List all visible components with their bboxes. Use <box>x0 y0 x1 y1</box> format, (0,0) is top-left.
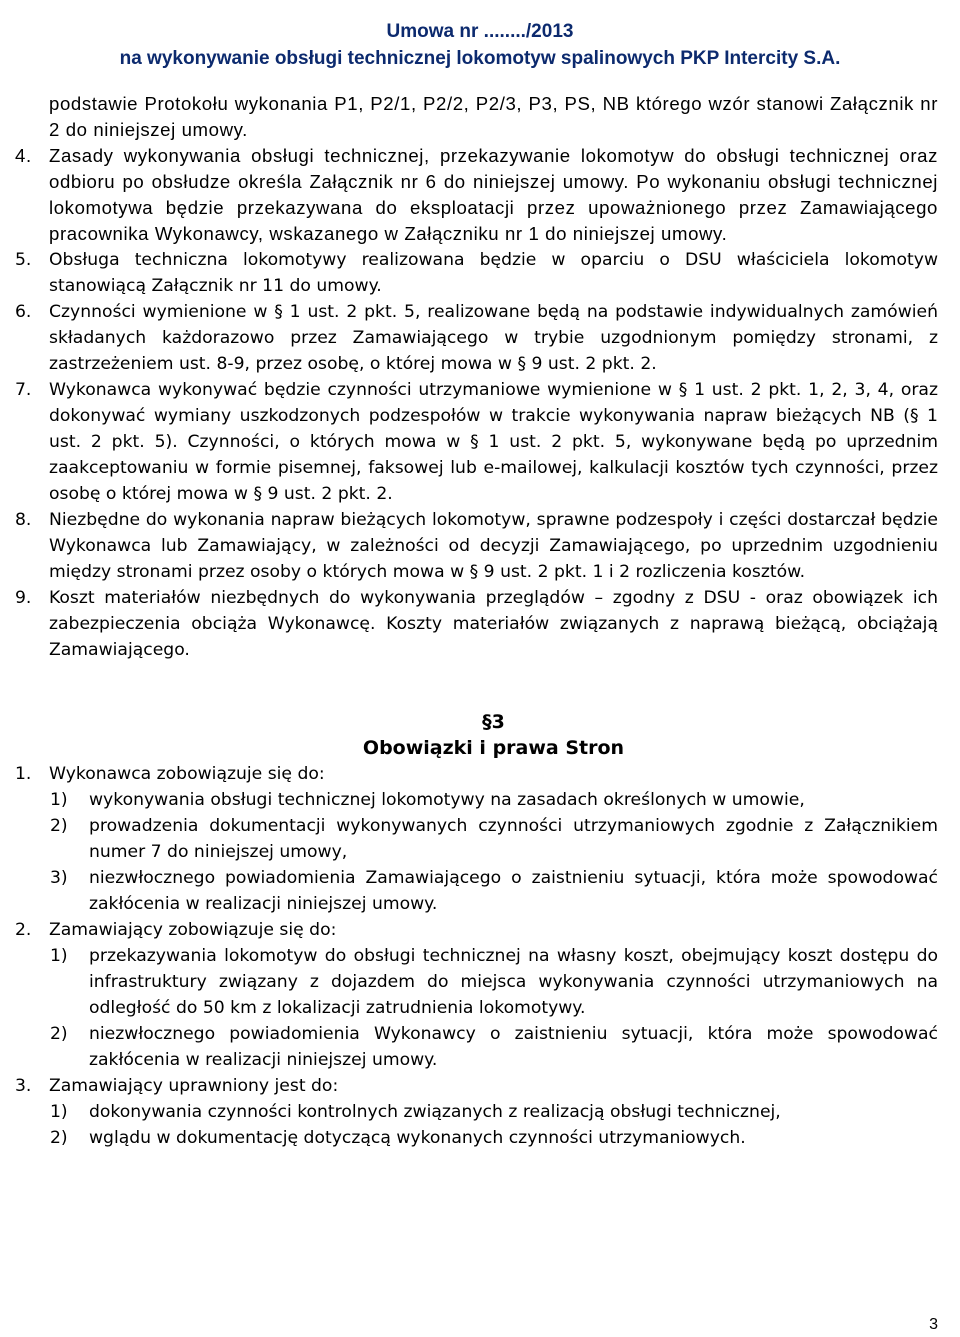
obligation-2 <box>15 917 938 943</box>
subitem-text: dokonywania czynności kontrolnych związanych z realizacją obsługi technicznej, <box>89 1102 781 1122</box>
subitem-number: 3) <box>50 868 68 888</box>
clause-text: Wykonawca wykonywać będzie czynności utrzymaniowe wymienione w § 1 ust. 2 pkt. 1, 2, 3, 4, oraz dokonywać wymiany uszkodzonych podzespołów w trakcie wykonywania napraw bieżących NB (§ 1 ust. 2 pkt. 5). Czynności, o których mowa w § 1 ust. 2 pkt. 5, wykonywane będą po uprzednim zaakceptowaniu w formie pisemnej, faksowej lub e-mailowej, kalkulacji kosztów tych czynności, przez osobę o której mowa w § 9 ust. 2 pkt. 2. <box>49 380 938 504</box>
subitem-number: 1) <box>50 790 68 810</box>
clause-number: 6. <box>15 302 32 322</box>
clause-8 <box>15 507 938 585</box>
clause-text: Obsługa techniczna lokomotywy realizowana będzie w oparciu o DSU właściciela lokomotyw stanowiącą Załącznik nr 11 do umowy. <box>49 250 938 296</box>
clause-7 <box>15 377 938 507</box>
subitem-text: niezwłocznego powiadomienia Wykonawcy o zaistnieniu sytuacji, która może spowodować zakłócenia w realizacji niniejszej umowy. <box>89 1024 938 1070</box>
clause-number: 4. <box>15 145 32 166</box>
clause-9 <box>15 585 938 663</box>
document-header <box>0 18 960 72</box>
subitem-text: prowadzenia dokumentacji wykonywanych czynności utrzymaniowych zgodnie z Załącznikiem numer 7 do niniejszej umowy, <box>89 816 938 862</box>
clause-number: 8. <box>15 510 32 530</box>
obligation-number: 1. <box>15 764 32 784</box>
intro-paragraph: podstawie Protokołu wykonania P1, P2/1, P2/2, P2/3, P3, PS, NB którego wzór stanowi Załącznik nr 2 do niniejszej umowy. <box>49 93 938 140</box>
subitem <box>50 1099 938 1125</box>
subitem <box>50 1021 938 1073</box>
clause-text: Koszt materiałów niezbędnych do wykonywania przeglądów – zgodny z DSU - oraz obowiązek ich zabezpieczenia obciąża Wykonawcę. Koszty materiałów związanych z naprawą bieżącą, obciążają Zamawiającego. <box>49 588 938 660</box>
clause-text: Czynności wymienione w § 1 ust. 2 pkt. 5, realizowane będą na podstawie indywidualnych zamówień składanych każdorazowo przez Zamawiającego w trybie uzgodnionym pomiędzy stronami, z zastrzeżeniem ust. 8-9, przez osobę, o której mowa w § 9 ust. 2 pkt. 2. <box>49 302 938 374</box>
obligation-3 <box>15 1073 938 1099</box>
subitem-text: wglądu w dokumentację dotyczącą wykonanych czynności utrzymaniowych. <box>89 1128 746 1148</box>
clause-number: 5. <box>15 250 32 270</box>
subitem-number: 2) <box>50 816 68 836</box>
subitem-text: przekazywania lokomotyw do obsługi technicznej na własny koszt, obejmujący koszt dostępu do infrastruktury związany z dojazdem do miejsca wykonywania czynności utrzymaniowych na odległość do 50 km z lokalizacji zatrudnienia lokomotywy. <box>89 946 938 1018</box>
clause-5 <box>15 247 938 299</box>
obligation-text: Zamawiający uprawniony jest do: <box>49 1076 339 1096</box>
subitem-text: wykonywania obsługi technicznej lokomotywy na zasadach określonych w umowie, <box>89 790 805 810</box>
clause-6 <box>15 299 938 377</box>
subitem <box>50 787 938 813</box>
subitem <box>50 943 938 1021</box>
section-symbol: §3 <box>482 711 505 733</box>
subitem-number: 2) <box>50 1128 68 1148</box>
document-body <box>15 91 938 1151</box>
contract-number: Umowa nr ......../2013 <box>386 21 574 42</box>
obligation-text: Wykonawca zobowiązuje się do: <box>49 764 325 784</box>
obligation-1 <box>15 761 938 787</box>
clause-text: Niezbędne do wykonania napraw bieżących lokomotyw, sprawne podzespoły i części dostarczał będzie Wykonawca lub Zamawiający, w zależności od decyzji Zamawiającego, po uprzednim uzgodnieniu między stronami przez osoby o których mowa w § 9 ust. 2 pkt. 1 i 2 rozliczenia kosztów. <box>49 510 938 582</box>
clause-number: 9. <box>15 588 32 608</box>
obligation-text: Zamawiający zobowiązuje się do: <box>49 920 337 940</box>
subitem <box>50 1125 938 1151</box>
obligation-number: 2. <box>15 920 32 940</box>
obligation-number: 3. <box>15 1076 32 1096</box>
subitem <box>50 865 938 917</box>
section-title: Obowiązki i prawa Stron <box>362 737 625 759</box>
subitem-number: 1) <box>50 1102 68 1122</box>
clause-number: 7. <box>15 380 32 400</box>
subitem-number: 1) <box>50 946 68 966</box>
page-number: 3 <box>929 1316 938 1333</box>
subitem-number: 2) <box>50 1024 68 1044</box>
clause-text: Zasady wykonywania obsługi technicznej, przekazywanie lokomotyw do obsługi technicznej oraz odbioru po obsłudze określa Załącznik nr 6 do niniejszej umowy. Po wykonaniu obsługi technicznej lokomotywa będzie przekazywana do eksploatacji przez upoważnionego przez Zamawiającego pracownika Wykonawcy, wskazanego w Załączniku nr 1 do niniejszej umowy. <box>49 145 938 244</box>
contract-subject: na wykonywanie obsługi technicznej lokomotyw spalinowych PKP Intercity S.A. <box>119 48 841 69</box>
subitem <box>50 813 938 865</box>
subitem-text: niezwłocznego powiadomienia Zamawiającego o zaistnieniu sytuacji, która może spowodować zakłócenia w realizacji niniejszej umowy. <box>89 868 938 914</box>
clause-4 <box>15 143 938 247</box>
